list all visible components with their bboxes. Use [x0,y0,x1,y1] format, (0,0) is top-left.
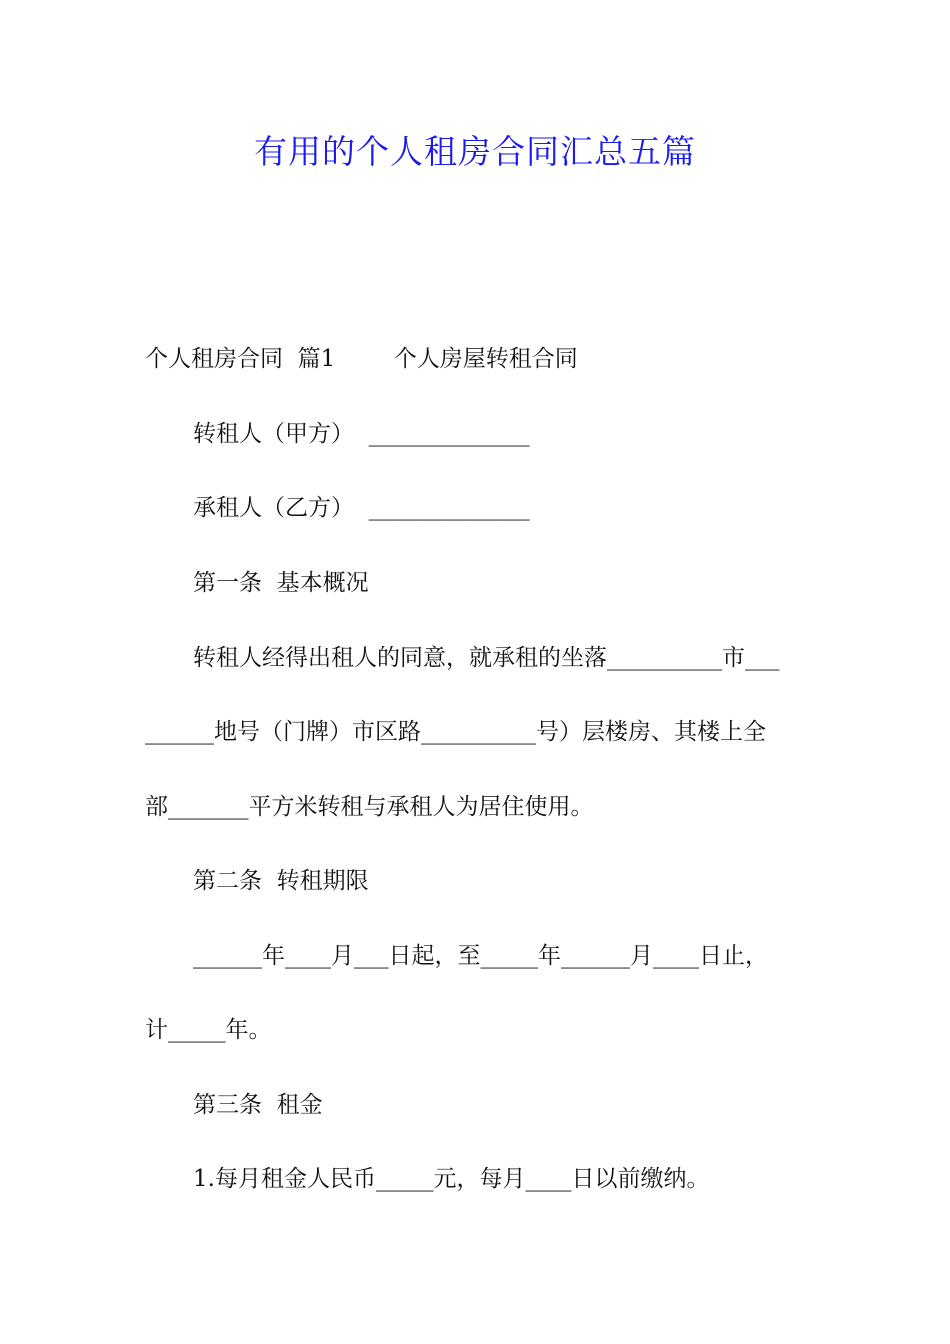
sublessor-line: 转租人（甲方） ______________ [193,421,530,447]
article-1-heading: 第一条 基本概况 [193,570,369,596]
sublessee-line: 承租人（乙方） ______________ [193,495,530,521]
paragraph-line: 计_____年。 [145,1017,272,1043]
paragraph-line: 1.每月租金人民币_____元，每月____日以前缴纳。 [193,1166,710,1192]
paragraph-line: 转租人经得出租人的同意，就承租的坐落__________市___ [193,645,780,671]
paragraph-line: ______地号（门牌）市区路__________号）层楼房、其楼上全 [145,719,766,745]
section-heading-line: 个人租房合同 篇1 个人房屋转租合同 [145,346,578,372]
paragraph-line: ______年____月___日起，至_____年______月____日止， [193,943,768,969]
document-title: 有用的个人租房合同汇总五篇 [254,132,696,171]
article-2-heading: 第二条 转租期限 [193,868,369,894]
paragraph-line: 部_______平方米转租与承租人为居住使用。 [145,794,594,820]
article-3-heading: 第三条 租金 [193,1092,323,1118]
